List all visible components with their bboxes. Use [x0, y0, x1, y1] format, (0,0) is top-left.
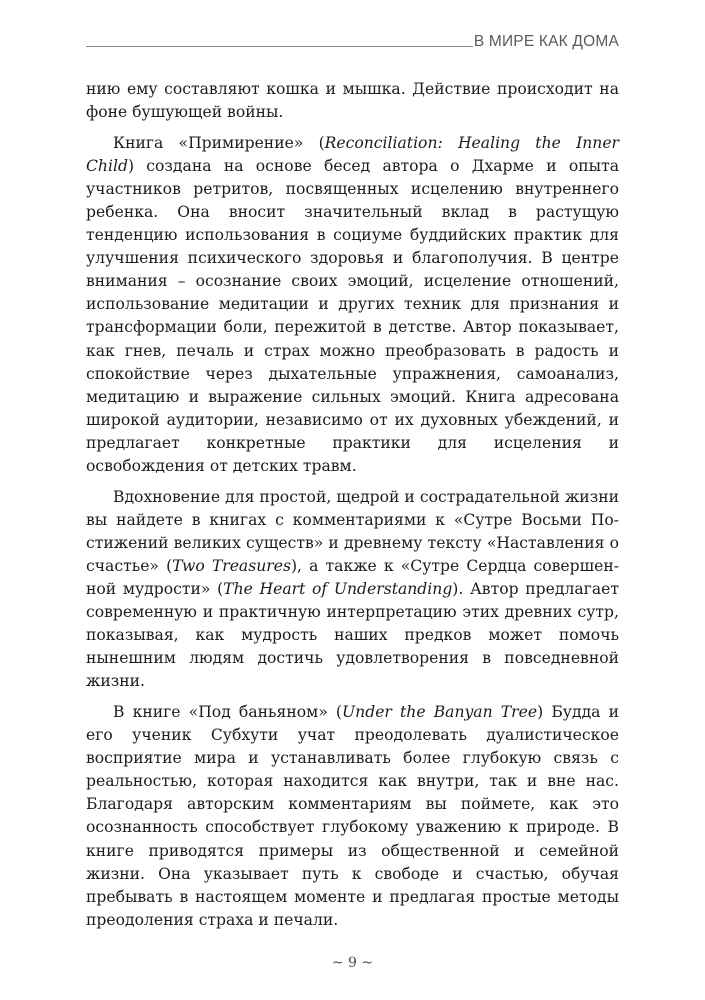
text-run: В книге «Под баньяном» ( — [113, 703, 343, 722]
book-title-italic: Under the Banyan Tree — [342, 703, 538, 722]
text-run: ), а также к «Сутре Сердца совершенной мудрости» ( — [86, 556, 620, 598]
text-run: Вдохновение для простой, щедрой и сострадательной жизни вы найдете в книгах с комментариями к «Сутре Восьми Постижений великих существ» и древнему тексту «Наставления о счастье» ( — [86, 487, 619, 575]
book-title-italic: The Heart of Understanding — [223, 579, 453, 598]
paragraph — [86, 486, 619, 693]
text-run: Книга «Примирение» ( — [113, 134, 325, 153]
paragraph — [86, 701, 619, 931]
page-header — [86, 22, 619, 52]
text-run: ). Автор предлагает современную и практичную интерпретацию этих древних сутр, показывая, как мудрость наших предков может помочь нынешним людям достичь удовлетворения в повседневной жизни. — [86, 579, 619, 691]
page-number: ~ 9 ~ — [331, 955, 374, 971]
header-rule — [86, 46, 473, 47]
book-title-italic: Two Treasures — [172, 556, 291, 575]
text-run: ) создана на основе бесед автора о Дхарме и опыта участников ретритов, посвященных исцелению внутреннего ребенка. Она вносит значительный вклад в растущую тенденцию использования в социуме буддийских практик для улучшения психического здоровья и благополучия. В центре внимания – осознание своих эмоций, исцеление отношений, использование медитации и других техник для признания и трансформации боли, пережитой в детстве. Автор показывает, как гнев, печаль и страх можно преобразовать в радость и спокойствие через дыхательные упражнения, самоанализ, медитацию и выражение сильных эмоций. Книга адресована широкой аудитории, независимо от их духовных убеждений, и предлагает конкретные практики для исцеления и освобождения от детских травм. — [86, 157, 619, 475]
paragraph — [86, 132, 619, 478]
body-text — [86, 78, 619, 940]
book-title-italic: Reconciliation: Healing the Inner Child — [86, 134, 620, 176]
running-title: В МИРЕ КАК ДОМА — [473, 33, 619, 50]
paragraph — [86, 78, 619, 124]
text-run: нию ему составляют кошка и мышка. Действие происходит на фоне бушующей войны. — [86, 80, 619, 122]
text-run: ) Будда и его ученик Субхути учат преодолевать дуалистическое восприятие мира и устанавливать более глубокую связь с реальностью, которая находится как внутри, так и вне нас. Благодаря авторским комментариям вы поймете, как это осознанность способствует глубокому уважению к природе. В книге приводятся примеры из общественной и семейной жизни. Она указывает путь к свободе и счастью, обучая пребывать в настоящем моменте и предлагая простые методы преодоления страха и печали. — [86, 703, 619, 929]
